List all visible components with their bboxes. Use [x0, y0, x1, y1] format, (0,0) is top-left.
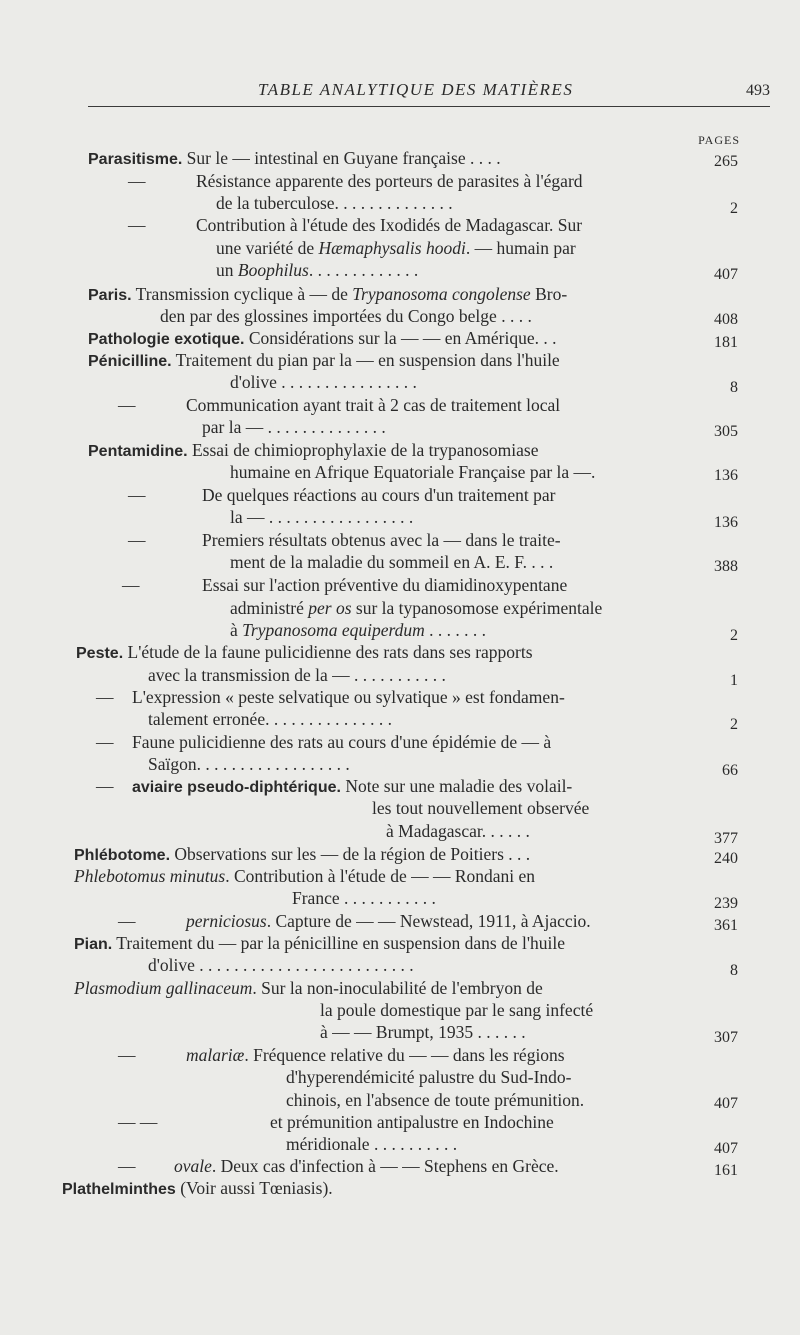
- index-text: la — . . . . . . . . . . . . . . . . .: [230, 507, 414, 527]
- index-line: [372, 797, 589, 819]
- pages-column-label: PAGES: [698, 133, 740, 147]
- index-line: [230, 371, 417, 393]
- index-text: Traitement du pian par la — en suspension dans l'huile: [171, 350, 560, 370]
- index-text: avec la transmission de la — . . . . . . . . . . .: [148, 665, 446, 685]
- index-line: [320, 1021, 526, 1043]
- page-ref: 2: [730, 200, 738, 217]
- index-line: — L'expression « peste selvatique ou sylvatique » est fondamen-: [96, 687, 565, 707]
- index-text: L'expression « peste selvatique ou sylvatique » est fondamen-: [132, 687, 565, 707]
- index-line: [216, 192, 453, 214]
- index-text: à Madagascar. . . . . .: [386, 821, 530, 841]
- page-ref: 307: [714, 1029, 738, 1046]
- index-line: [76, 641, 533, 665]
- index-text: den par des glossines importées du Congo belge . . . .: [160, 306, 532, 326]
- index-line: [286, 1089, 584, 1111]
- index-keyword: Plathelminthes: [62, 1181, 176, 1198]
- index-line: — Essai sur l'action préventive du diamidinoxypentane: [122, 575, 568, 595]
- page-ref: 181: [714, 334, 738, 351]
- index-line: [148, 753, 350, 775]
- index-line: — perniciosus. Capture de — — Newstead, 1911, à Ajaccio.: [118, 911, 591, 931]
- index-keyword: Peste.: [76, 645, 124, 662]
- index-keyword: Pian.: [74, 936, 113, 953]
- index-text: Sur le — intestinal en Guyane française . . . .: [182, 148, 501, 168]
- index-keyword: Parasitisme.: [88, 151, 183, 168]
- index-line: [88, 147, 501, 171]
- index-line: [230, 461, 595, 483]
- index-line: — Contribution à l'étude des Ixodidés de Madagascar. Sur: [128, 215, 583, 235]
- page-ref: 8: [730, 962, 738, 979]
- index-line: [88, 327, 557, 351]
- index-text: d'olive . . . . . . . . . . . . . . . .: [230, 372, 417, 392]
- index-line: [88, 439, 538, 463]
- page-ref: 408: [714, 311, 738, 328]
- index-keyword: aviaire pseudo-diphtérique.: [132, 779, 341, 796]
- index-line: — Résistance apparente des porteurs de parasites à l'égard: [128, 171, 583, 191]
- index-line: [386, 820, 530, 842]
- index-text: et prémunition antipalustre en Indochine: [270, 1112, 554, 1132]
- page-ref: 377: [714, 830, 738, 847]
- index-text: Observations sur les — de la région de Poitiers . . .: [170, 844, 531, 864]
- index-line: — aviaire pseudo-diphtérique. Note sur une maladie des volail-: [96, 776, 573, 796]
- index-text: ment de la maladie du sommeil en A. E. F. . . .: [230, 552, 554, 572]
- index-line: [148, 708, 392, 730]
- index-text: Traitement du — par la pénicilline en suspension dans de l'huile: [112, 933, 565, 953]
- index-line: [148, 664, 446, 686]
- index-keyword: Pénicilline.: [88, 353, 172, 370]
- index-text: France . . . . . . . . . . .: [292, 888, 436, 908]
- index-text: d'olive . . . . . . . . . . . . . . . . . . . . . . . . .: [148, 955, 414, 975]
- index-line: un Boophilus. . . . . . . . . . . . .: [216, 260, 419, 280]
- index-line: [62, 1177, 333, 1201]
- index-line: [202, 416, 386, 438]
- index-keyword: Paris.: [88, 287, 132, 304]
- page-ref: 2: [730, 716, 738, 733]
- index-text: chinois, en l'absence de toute prémunition.: [286, 1090, 585, 1110]
- index-line: [74, 932, 565, 956]
- index-text: méridionale . . . . . . . . . .: [286, 1134, 458, 1154]
- page-ref: 240: [714, 850, 738, 867]
- index-line: une variété de Hæmaphysalis hoodi. — humain par: [216, 238, 576, 258]
- index-line: [230, 551, 553, 573]
- index-text: la poule domestique par le sang infecté: [320, 1000, 594, 1020]
- index-line: Phlebotomus minutus. Contribution à l'étude de — — Rondani en: [74, 866, 536, 886]
- page-ref: 388: [714, 558, 738, 575]
- page-ref: 8: [730, 379, 738, 396]
- index-line: — De quelques réactions au cours d'un traitement par: [128, 485, 556, 505]
- index-keyword: Pentamidine.: [88, 443, 188, 460]
- index-text: Saïgon. . . . . . . . . . . . . . . . . .: [148, 754, 350, 774]
- index-text: à — — Brumpt, 1935 . . . . . .: [320, 1022, 526, 1042]
- index-line: [320, 999, 593, 1021]
- page-ref: 2: [730, 627, 738, 644]
- page-ref: 265: [714, 153, 738, 170]
- index-text: Communication ayant trait à 2 cas de traitement local: [186, 395, 561, 415]
- index-line: à Trypanosoma equiperdum . . . . . . .: [230, 620, 487, 640]
- page-ref: 407: [714, 266, 738, 283]
- index-text: Essai de chimioprophylaxie de la trypanosomiase: [187, 440, 539, 460]
- index-line: Plasmodium gallinaceum. Sur la non-inoculabilité de l'embryon de: [74, 978, 543, 998]
- index-text: (Voir aussi Tœniasis).: [175, 1178, 333, 1198]
- index-line: [286, 1066, 572, 1088]
- index-text: les tout nouvellement observée: [372, 798, 590, 818]
- index-line: Paris. Transmission cyclique à — de Trypanosoma congolense Bro-: [88, 284, 568, 304]
- index-keyword: Pathologie exotique.: [88, 331, 245, 348]
- index-text: Essai sur l'action préventive du diamidinoxypentane: [202, 575, 568, 595]
- page-title: TABLE ANALYTIQUE DES MATIÈRES: [258, 80, 574, 99]
- page-ref: 239: [714, 895, 738, 912]
- page-ref: 136: [714, 467, 738, 484]
- page-ref: 361: [714, 917, 738, 934]
- index-line: [286, 1133, 457, 1155]
- page-ref: 66: [722, 762, 738, 779]
- index-keyword: Phlébotome.: [74, 847, 171, 864]
- index-text: Faune pulicidienne des rats au cours d'une épidémie de — à: [132, 732, 552, 752]
- page-ref: 407: [714, 1095, 738, 1112]
- index-text: Premiers résultats obtenus avec la — dans le traite-: [202, 530, 561, 550]
- index-line: [292, 887, 436, 909]
- index-text: d'hyperendémicité palustre du Sud-Indo-: [286, 1067, 572, 1087]
- index-line: — malariæ. Fréquence relative du — — dans les régions: [118, 1045, 565, 1065]
- index-line: [160, 305, 532, 327]
- index-line: [148, 954, 414, 976]
- index-line: [74, 843, 530, 867]
- index-text: Contribution à l'étude des Ixodidés de Madagascar. Sur: [196, 215, 583, 235]
- page-ref: 161: [714, 1162, 738, 1179]
- index-text: L'étude de la faune pulicidienne des rats dans ses rapports: [123, 642, 533, 662]
- page-ref: 1: [730, 672, 738, 689]
- page-ref: 305: [714, 423, 738, 440]
- index-text: Note sur une maladie des volail-: [340, 776, 573, 796]
- index-line: administré per os sur la typanosomose expérimentale: [230, 598, 603, 618]
- index-text: de la tuberculose. . . . . . . . . . . . . .: [216, 193, 453, 213]
- index-text: humaine en Afrique Equatoriale Française par la —.: [230, 462, 596, 482]
- index-line: [230, 506, 413, 528]
- index-text: talement erronée. . . . . . . . . . . . . . .: [148, 709, 392, 729]
- page-ref: 407: [714, 1140, 738, 1157]
- index-line: — ovale. Deux cas d'infection à — — Stephens en Grèce.: [118, 1156, 559, 1176]
- index-line: — Premiers résultats obtenus avec la — dans le traite-: [128, 530, 561, 550]
- index-text: par la — . . . . . . . . . . . . . .: [202, 417, 386, 437]
- index-text: Résistance apparente des porteurs de parasites à l'égard: [196, 171, 583, 191]
- index-line: [88, 349, 560, 373]
- page-ref: 136: [714, 514, 738, 531]
- index-line: — Communication ayant trait à 2 cas de traitement local: [118, 395, 561, 415]
- index-text: De quelques réactions au cours d'un traitement par: [202, 485, 556, 505]
- index-line: — — et prémunition antipalustre en Indochine: [118, 1112, 554, 1132]
- index-line: — Faune pulicidienne des rats au cours d'une épidémie de — à: [96, 732, 552, 752]
- index-text: Considérations sur la — — en Amérique. . .: [244, 328, 557, 348]
- page-number: 493: [746, 82, 770, 99]
